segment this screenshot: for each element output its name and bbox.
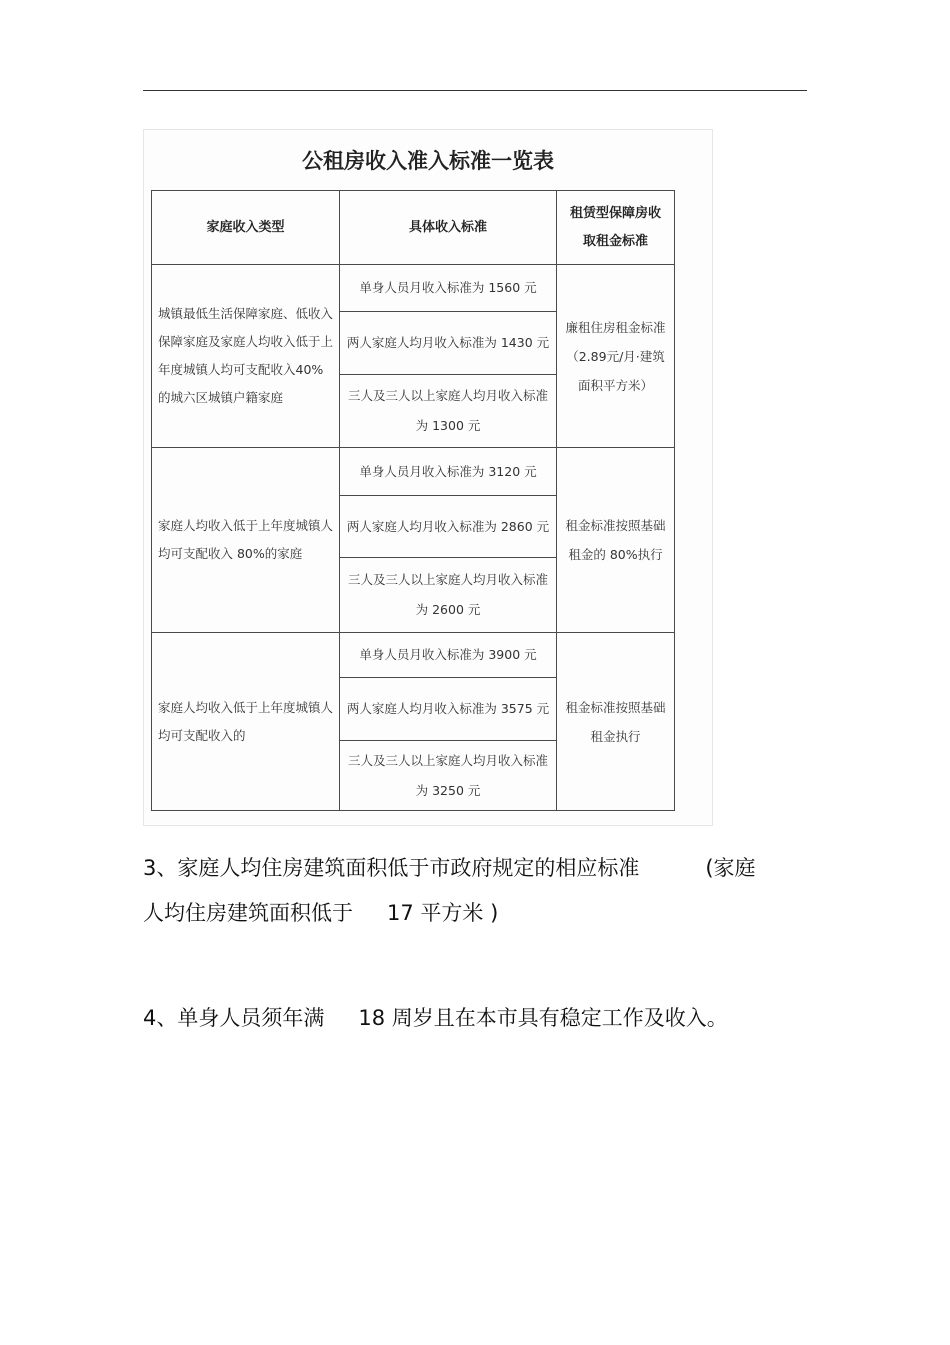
standard-cell: 单身人员月收入标准为 3900 元 bbox=[340, 633, 557, 678]
standard-cell: 单身人员月收入标准为 3120 元 bbox=[340, 448, 557, 496]
category-cell: 家庭人均收入低于上年度城镇人均可支配收入的 bbox=[152, 633, 340, 811]
rent-cell: 廉租住房租金标准（2.89元/月·建筑面积平方米） bbox=[557, 265, 675, 448]
header-rent-standard: 租赁型保障房收取租金标准 bbox=[557, 191, 675, 265]
paragraph-4-text: 4、单身人员须年满 bbox=[143, 1006, 325, 1030]
standard-cell: 三人及三人以上家庭人均月收入标准为 1300 元 bbox=[340, 375, 557, 448]
category-cell: 城镇最低生活保障家庭、低收入保障家庭及家庭人均收入低于上年度城镇人均可支配收入40%的城六区城镇户籍家庭 bbox=[152, 265, 340, 448]
table-title: 公租房收入准入标准一览表 bbox=[302, 148, 554, 173]
paragraph-4-age: 18 周岁且在本市具有稳定工作及收入。 bbox=[358, 1006, 728, 1030]
paragraph-3-text-cont: 人均住房建筑面积低于 bbox=[143, 901, 353, 925]
income-standard-table bbox=[151, 190, 675, 811]
standard-cell: 三人及三人以上家庭人均月收入标准为 3250 元 bbox=[340, 741, 557, 811]
standard-cell: 单身人员月收入标准为 1560 元 bbox=[340, 265, 557, 312]
paragraph-3-paren: (家庭 bbox=[705, 856, 756, 880]
rent-cell: 租金标准按照基础租金执行 bbox=[557, 633, 675, 811]
standard-cell: 两人家庭人均月收入标准为 3575 元 bbox=[340, 678, 557, 741]
category-cell: 家庭人均收入低于上年度城镇人均可支配收入 80%的家庭 bbox=[152, 448, 340, 633]
header-income-type: 家庭收入类型 bbox=[152, 191, 340, 265]
rent-cell: 租金标准按照基础租金的 80%执行 bbox=[557, 448, 675, 633]
standard-cell: 三人及三人以上家庭人均月收入标准为 2600 元 bbox=[340, 558, 557, 633]
paragraph-3 bbox=[143, 846, 807, 936]
paragraph-3-text: 3、家庭人均住房建筑面积低于市政府规定的相应标准 bbox=[143, 856, 640, 880]
header-rule bbox=[143, 90, 807, 91]
standard-cell: 两人家庭人均月收入标准为 2860 元 bbox=[340, 496, 557, 558]
standard-cell: 两人家庭人均月收入标准为 1430 元 bbox=[340, 312, 557, 375]
header-income-standard: 具体收入标准 bbox=[340, 191, 557, 265]
paragraph-3-area: 17 平方米 ) bbox=[387, 901, 499, 925]
paragraph-4 bbox=[143, 996, 807, 1041]
